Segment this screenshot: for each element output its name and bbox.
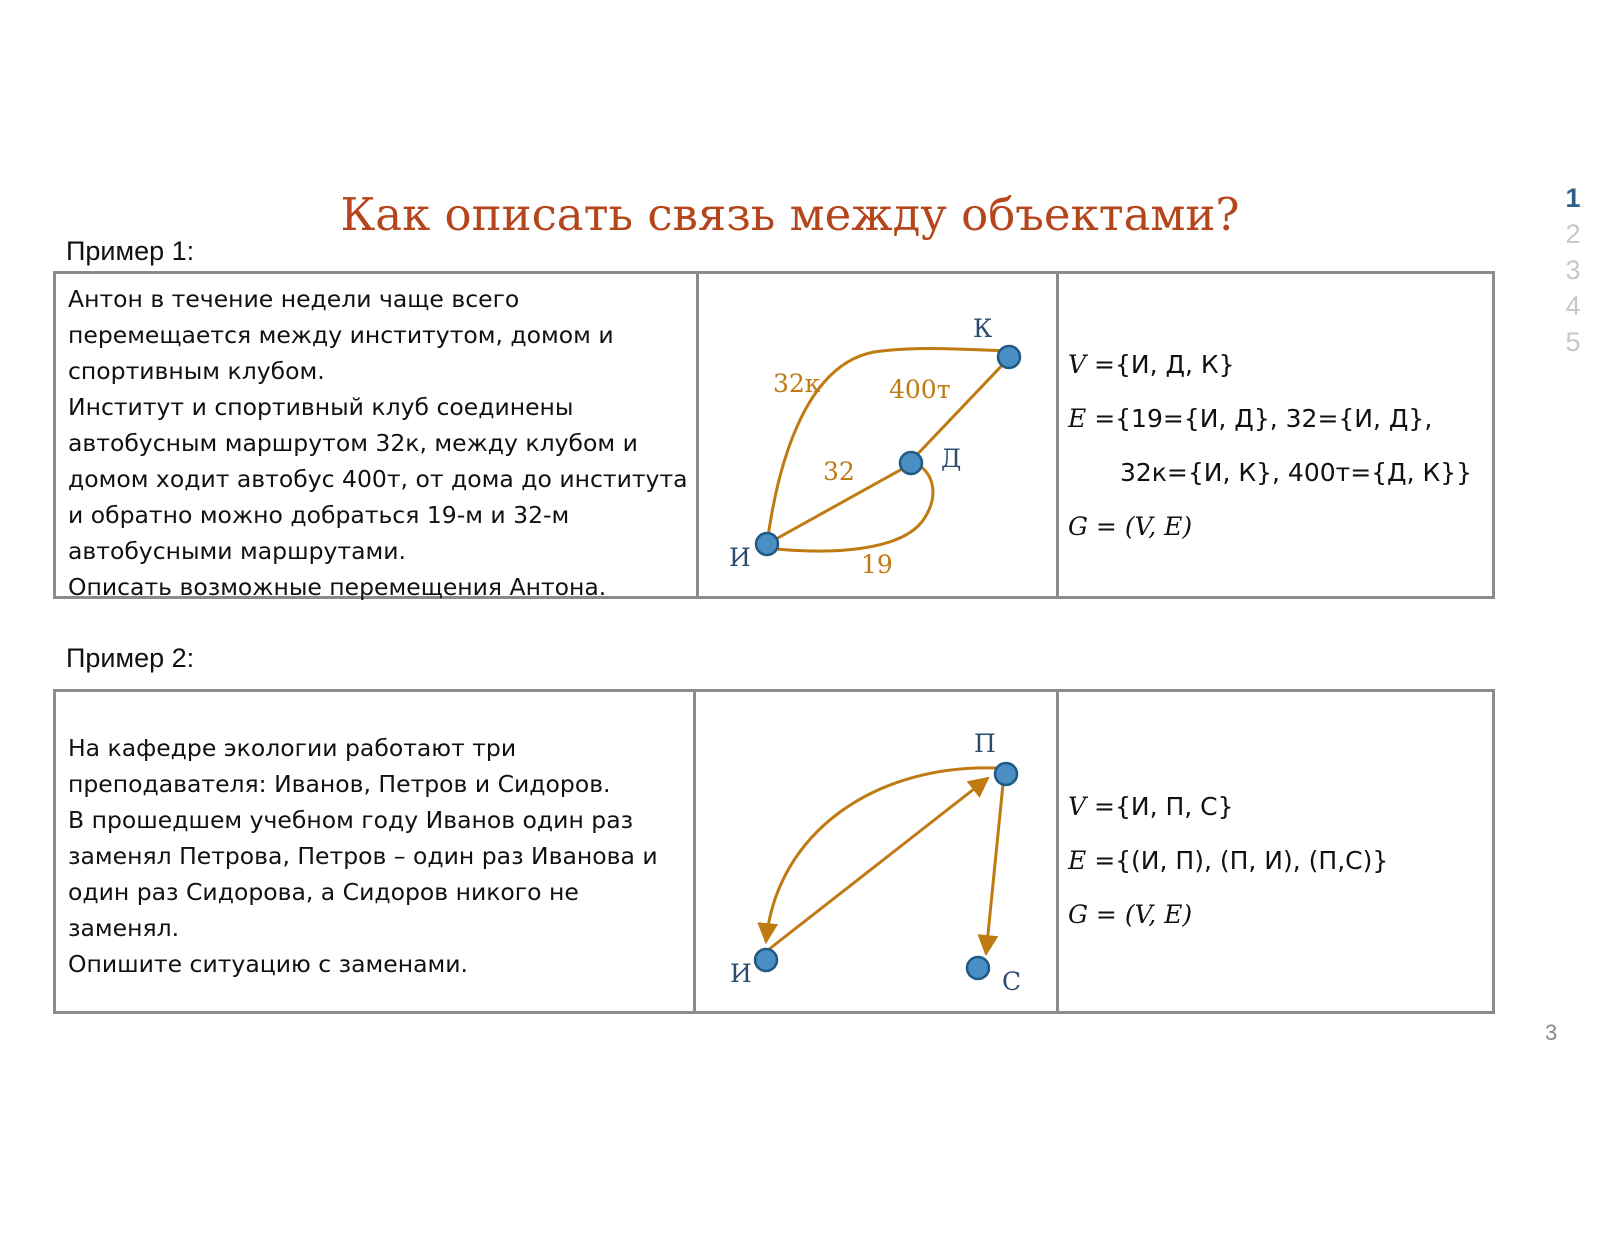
example1-label: Пример 1: <box>66 236 195 266</box>
example2-divider-2 <box>1056 692 1059 1011</box>
page-number: 3 <box>1545 1020 1558 1045</box>
math-value: ={19={И, Д}, 32={И, Д}, <box>1086 404 1433 433</box>
text-line: автобусными маршрутами. <box>68 537 406 565</box>
math-symbol: E <box>1068 846 1087 875</box>
math-value: ={И, Д, К} <box>1086 350 1235 379</box>
example1-math <box>1068 338 1472 554</box>
example1-graph <box>699 274 1056 596</box>
math-symbol: E <box>1068 404 1087 433</box>
text-line: один раз Сидорова, а Сидоров никого не <box>68 878 579 906</box>
edge-p-s <box>986 784 1003 954</box>
slide-nav-item-1[interactable]: 1 <box>1565 183 1581 213</box>
example2-panel <box>53 689 1495 1014</box>
math-v <box>1068 338 1472 392</box>
math-g <box>1068 888 1388 942</box>
text-line: Опишите ситуацию с заменами. <box>68 950 468 978</box>
math-symbol: G <box>1068 900 1088 929</box>
node-label-k: К <box>973 314 993 343</box>
math-symbol: V <box>1068 792 1087 821</box>
math-g <box>1068 500 1472 554</box>
node-k <box>998 346 1020 368</box>
math-symbol: G <box>1068 512 1088 541</box>
edge-i-p <box>768 778 988 950</box>
math-value: ={И, П, С} <box>1086 792 1234 821</box>
example1-divider-2 <box>1056 274 1059 596</box>
math-e <box>1068 392 1472 446</box>
example2-math <box>1068 780 1388 942</box>
slide-nav-item-3[interactable]: 3 <box>1565 255 1581 285</box>
node-d <box>900 452 922 474</box>
example1-task-text <box>68 281 688 605</box>
math-value: ={(И, П), (П, И), (П,С)} <box>1086 846 1389 875</box>
text-line: Антон в течение недели чаще всего <box>68 285 520 313</box>
math-value: = (V, E) <box>1087 900 1193 929</box>
text-line: заменял. <box>68 914 180 942</box>
text-line: домом ходит автобус 400т, от дома до института <box>68 465 688 493</box>
text-line: и обратно можно добраться 19-м и 32-м <box>68 501 570 529</box>
text-line: На кафедре экологии работают три <box>68 734 517 762</box>
text-line: преподавателя: Иванов, Петров и Сидоров. <box>68 770 611 798</box>
example2-graph <box>696 692 1056 1011</box>
slide-nav-item-4[interactable]: 4 <box>1565 291 1581 321</box>
node-p <box>995 763 1017 785</box>
edge-label-19: 19 <box>861 550 893 579</box>
slide-nav-item-2[interactable]: 2 <box>1565 219 1581 249</box>
text-line: Институт и спортивный клуб соединены <box>68 393 574 421</box>
slide-nav-item-5[interactable]: 5 <box>1565 327 1581 357</box>
math-v <box>1068 780 1388 834</box>
node-label-p: П <box>974 729 996 758</box>
edge-p-i <box>766 768 996 942</box>
node-s <box>967 957 989 979</box>
math-value: = (V, E) <box>1087 512 1193 541</box>
text-line: Описать возможные перемещения Антона. <box>68 573 607 601</box>
example2-label: Пример 2: <box>66 643 195 673</box>
text-line: заменял Петрова, Петров – один раз Иванова и <box>68 842 658 870</box>
example2-task-text <box>68 730 658 982</box>
text-line: В прошедшем учебном году Иванов один раз <box>68 806 634 834</box>
text-line: перемещается между институтом, домом и <box>68 321 614 349</box>
node-label-d: Д <box>941 444 962 473</box>
node-i <box>755 949 777 971</box>
slide-nav <box>1553 180 1593 360</box>
edge-label-400t: 400т <box>889 375 951 404</box>
node-i <box>756 533 778 555</box>
math-e-cont: 32к={И, К}, 400т={Д, К}} <box>1120 458 1473 487</box>
example1-panel <box>53 271 1495 599</box>
node-label-i: И <box>729 543 751 572</box>
slide-title: Как описать связь между объектами? <box>340 188 1240 241</box>
edge-label-32k: 32к <box>773 369 821 398</box>
text-line: автобусным маршрутом 32к, между клубом и <box>68 429 638 457</box>
math-symbol: V <box>1068 350 1087 379</box>
text-line: спортивным клубом. <box>68 357 325 385</box>
math-e <box>1068 834 1388 888</box>
edge-label-32: 32 <box>823 457 855 486</box>
node-label-s: С <box>1002 967 1022 996</box>
node-label-i: И <box>730 959 752 988</box>
